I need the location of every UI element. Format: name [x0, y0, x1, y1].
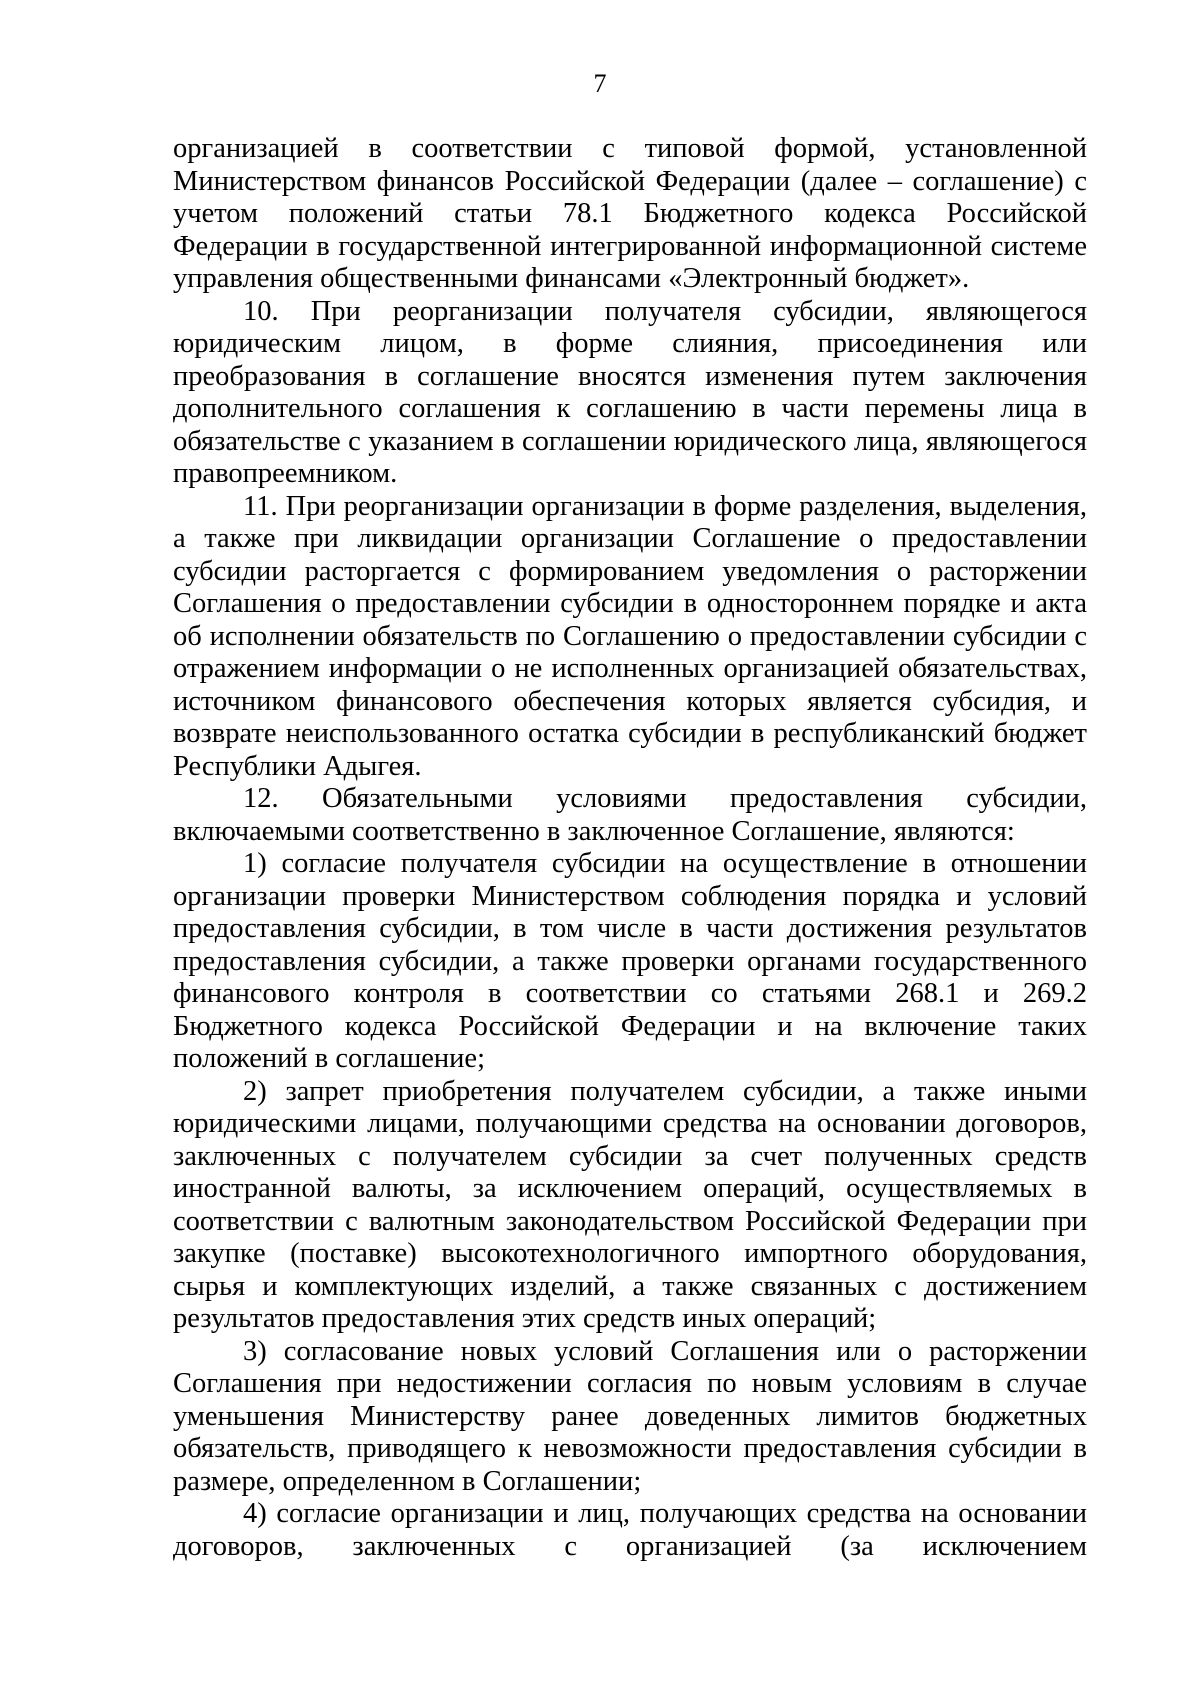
page-number: 7: [593, 69, 607, 98]
paragraph-agreement-continuation: организацией в соответствии с типовой формой, установленной Министерством финансов Российской Федерации (далее – соглашение) с учетом положений статьи 78.1 Бюджетного кодекса Российской Федерации в государственной интегрированной информационной системе управления общественными финансами «Электронный бюджет».: [173, 133, 1087, 294]
paragraph-condition-3: 3) согласование новых условий Соглашения или о расторжении Соглашения при недостижении согласия по новым условиям в случае уменьшения Министерству ранее доведенных лимитов бюджетных обязательств, приводящего к невозможности предоставления субсидии в размере, определенном в Соглашении;: [173, 1335, 1087, 1497]
paragraph-clause-12: 12. Обязательными условиями предоставления субсидии, включаемыми соответственно в заключенное Соглашение, являются:: [173, 783, 1087, 847]
paragraph-condition-1: 1) согласие получателя субсидии на осуществление в отношении организации проверки Министерством соблюдения порядка и условий предоставления субсидии, в том числе в части достижения результатов предоставления субсидии, а также проверки органами государственного финансового контроля в соответствии со статьями 268.1 и 269.2 Бюджетного кодекса Российской Федерации и на включение таких положений в соглашение;: [173, 848, 1087, 1074]
paragraph-clause-10: 10. При реорганизации получателя субсидии, являющегося юридическим лицом, в форме слияния, присоединения или преобразования в соглашение вносятся изменения путем заключения дополнительного соглашения к соглашению в части перемены лица в обязательстве с указанием в соглашении юридического лица, являющегося правопреемником.: [173, 295, 1087, 489]
paragraph-condition-2: 2) запрет приобретения получателем субсидии, а также иными юридическими лицами, получающими средства на основании договоров, заключенных с получателем субсидии за счет полученных средств иностранной валюты, за исключением операций, осуществляемых в соответствии с валютным законодательством Российской Федерации при закупке (поставке) высокотехнологичного импортного оборудования, сырья и комплектующих изделий, а также связанных с достижением результатов предоставления этих средств иных операций;: [173, 1075, 1087, 1334]
paragraph-condition-4: 4) согласие организации и лиц, получающих средства на основании договоров, заключенных с организацией (за исключением: [173, 1498, 1087, 1562]
paragraph-clause-11: 11. При реорганизации организации в форме разделения, выделения, а также при ликвидации организации Соглашение о предоставлении субсидии расторгается с формированием уведомления о расторжении Соглашения о предоставлении субсидии в одностороннем порядке и акта об исполнении обязательств по Соглашению о предоставлении субсидии с отражением информации о не исполненных организацией обязательствах, источником финансового обеспечения которых является субсидия, и возврате неиспользованного остатка субсидии в республиканский бюджет Республики Адыгея.: [173, 490, 1087, 782]
document-body: [173, 133, 1087, 1563]
